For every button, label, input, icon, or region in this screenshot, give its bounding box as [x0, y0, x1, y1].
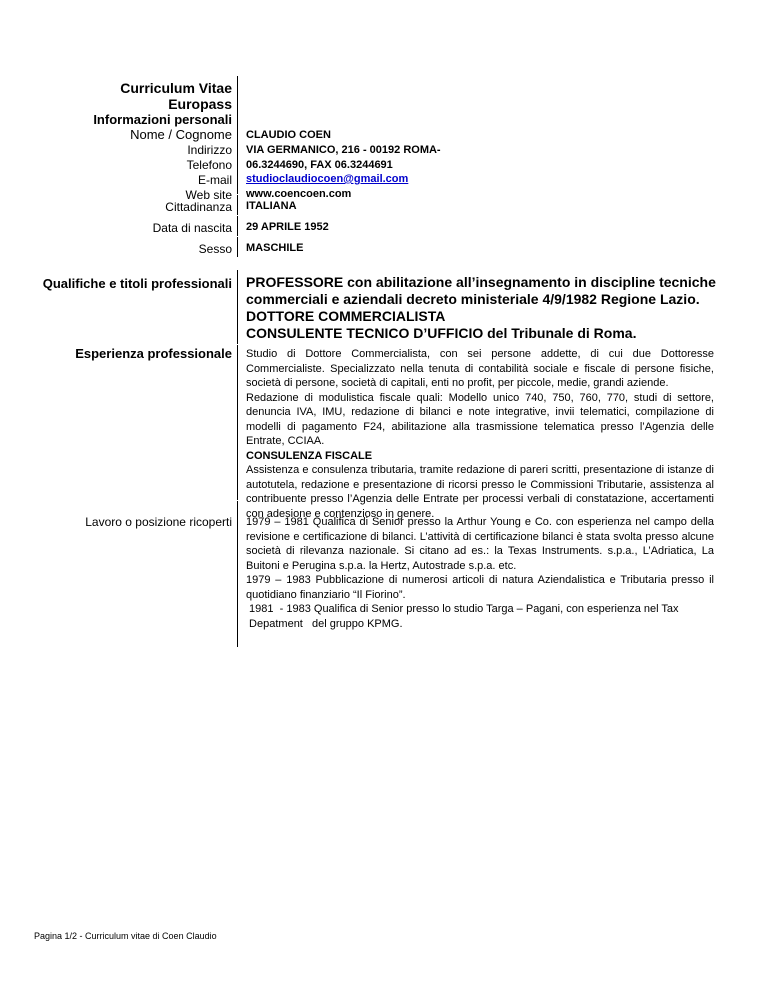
label-address: Indirizzo [187, 143, 232, 157]
divider-qualifications [237, 270, 238, 344]
divider-sex [237, 237, 238, 257]
label-citizenship: Cittadinanza [165, 200, 232, 214]
value-birthdate: 29 APRILE 1952 [246, 221, 329, 233]
positions-paragraph-3-line2: Depatment del gruppo KPMG. [246, 617, 403, 630]
value-citizenship: ITALIANA [246, 200, 297, 212]
experience-paragraph-2: Redazione di modulistica fiscale quali: Modello unico 740, 750, 760, 770, studi di settore, denuncia IVA, IMU, redazione di bilanci e note integrative, invii telematici, compilazione di modelli di pagamento F24, abilitazione alla trasmissione telematica presso l’Agenzia delle Entrate, CCIAA. [246, 391, 714, 447]
qualification-line-2: commerciali e aziendali decreto ministeriale 4/9/1982 Regione Lazio. [246, 291, 700, 307]
value-name: CLAUDIO COEN [246, 129, 331, 141]
qualification-line-4: CONSULENTE TECNICO D’UFFICIO del Tribunale di Roma. [246, 325, 637, 341]
divider-positions [237, 501, 238, 647]
label-name: Nome / Cognome [130, 127, 232, 142]
label-website: Web site [185, 188, 232, 202]
label-email: E-mail [197, 173, 232, 187]
cv-title-line2: Europass [168, 96, 232, 112]
value-sex: MASCHILE [246, 242, 304, 254]
label-birthdate: Data di nascita [152, 221, 232, 235]
cv-title-line1: Curriculum Vitae [120, 80, 232, 96]
positions-text [246, 515, 714, 631]
experience-paragraph-3: Assistenza e consulenza tributaria, tramite redazione di pareri scritti, presentazione di istanze di autotutela, redazione e presentazione di ricorsi presso le Commissioni Tributarie, assistenza al contribuente presso l’Agenzia delle Entrate per processi verbali di constatazione, accertamenti con adesione e contenzioso in genere. [246, 464, 714, 520]
divider-citizenship [237, 195, 238, 215]
value-website: www.coencoen.com [246, 188, 352, 200]
section-positions: Lavoro o posizione ricoperti [85, 515, 232, 529]
section-personal-info: Informazioni personali [93, 112, 232, 127]
experience-paragraph-1: Studio di Dottore Commercialista, con sei persone addette, di cui due Dottoresse Commercialiste. Specializzato nella tenuta di contabilità sociale e fiscale di persone fisiche, società di persone, società di capitali, enti no profit, per piccole, medie, grandi aziende. [246, 348, 714, 389]
value-address: VIA GERMANICO, 216 - 00192 ROMA- [246, 144, 441, 156]
experience-text [246, 347, 714, 521]
email-link[interactable]: studioclaudiocoen@gmail.com [246, 173, 409, 185]
section-qualifications: Qualifiche e titoli professionali [42, 276, 232, 291]
label-phone: Telefono [186, 158, 232, 172]
value-phone: 06.3244690, FAX 06.3244691 [246, 159, 393, 171]
positions-paragraph-2: 1979 – 1983 Pubblicazione di numerosi articoli di natura Aziendalistica e Tributaria presso il quotidiano finanziario “Il Fiorino”. [246, 574, 714, 601]
label-sex: Sesso [198, 242, 232, 256]
qualification-line-3: DOTTORE COMMERCIALISTA [246, 308, 446, 324]
divider-personal [237, 76, 238, 194]
page-footer: Pagina 1/2 - Curriculum vitae di Coen Claudio [34, 931, 217, 941]
experience-subheading: CONSULENZA FISCALE [246, 449, 373, 462]
section-experience: Esperienza professionale [75, 346, 232, 361]
positions-paragraph-3-line1: 1981 - 1983 Qualifica di Senior presso lo studio Targa – Pagani, con esperienza nel Tax [246, 603, 679, 615]
qualification-line-1: PROFESSORE con abilitazione all’insegnamento in discipline tecniche [246, 274, 716, 290]
divider-birthdate [237, 216, 238, 236]
positions-paragraph-1: 1979 – 1981 Qualifica di Senior presso la Arthur Young e Co. con esperienza nel campo della revisione e certificazione di bilanci. L’attività di certificazione bilanci è stata svolta presso alcune società di rilevanza nazionale. Si citano ad es.: la Texas Instruments. s.p.a., L’Adriatica, La Buitoni e Perugina s.p.a. la Hertz, Autostrade s.p.a. etc. [246, 516, 714, 572]
divider-experience [237, 345, 238, 500]
